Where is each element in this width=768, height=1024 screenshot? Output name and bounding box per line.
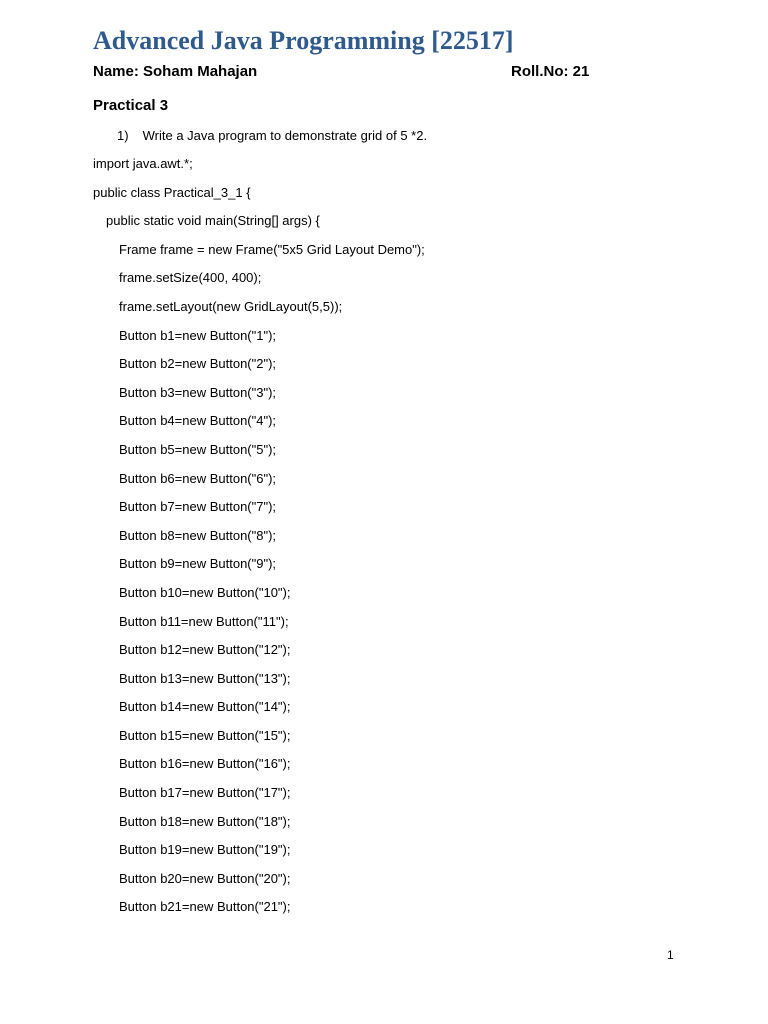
code-line: Button b20=new Button("20"); xyxy=(119,870,291,886)
student-name: Name: Soham Mahajan xyxy=(93,63,258,80)
code-line: Button b6=new Button("6"); xyxy=(119,470,277,486)
code-line: frame.setSize(400, 400); xyxy=(119,270,262,286)
practical-heading: Practical 3 xyxy=(93,97,169,114)
code-line: Button b16=new Button("16"); xyxy=(119,756,291,772)
code-line: public class Practical_3_1 { xyxy=(93,184,251,200)
code-line: Button b19=new Button("19"); xyxy=(119,842,291,858)
code-line: Button b3=new Button("3"); xyxy=(119,384,277,400)
page-number: 1 xyxy=(667,948,674,962)
code-line: Frame frame = new Frame("5x5 Grid Layout Demo"); xyxy=(119,241,425,257)
code-line: Button b12=new Button("12"); xyxy=(119,642,291,658)
roll-number: Roll.No: 21 xyxy=(511,63,590,80)
code-line: Button b9=new Button("9"); xyxy=(119,556,277,572)
code-line: Button b14=new Button("14"); xyxy=(119,699,291,715)
code-line: Button b21=new Button("21"); xyxy=(119,899,291,915)
code-line: Button b17=new Button("17"); xyxy=(119,785,291,801)
code-line: public static void main(String[] args) { xyxy=(106,213,320,229)
question-text: Write a Java program to demonstrate grid of 5 *2. xyxy=(142,128,428,143)
code-line: Button b4=new Button("4"); xyxy=(119,413,277,429)
document-title: Advanced Java Programming [22517] xyxy=(93,26,514,55)
code-line: import java.awt.*; xyxy=(93,156,193,171)
code-line: Button b13=new Button("13"); xyxy=(119,670,291,686)
code-line: Button b2=new Button("2"); xyxy=(119,356,277,372)
code-line: Button b1=new Button("1"); xyxy=(119,327,277,343)
code-block xyxy=(93,156,425,928)
code-line: Button b10=new Button("10"); xyxy=(119,584,291,600)
code-line: Button b15=new Button("15"); xyxy=(119,727,291,743)
question-number: 1) xyxy=(117,128,129,143)
question-item xyxy=(117,128,427,143)
code-line: Button b5=new Button("5"); xyxy=(119,441,277,457)
code-line: Button b8=new Button("8"); xyxy=(119,527,277,543)
code-line: Button b18=new Button("18"); xyxy=(119,813,291,829)
code-line: Button b7=new Button("7"); xyxy=(119,499,277,515)
code-line: frame.setLayout(new GridLayout(5,5)); xyxy=(119,298,343,314)
code-line: Button b11=new Button("11"); xyxy=(119,613,289,629)
